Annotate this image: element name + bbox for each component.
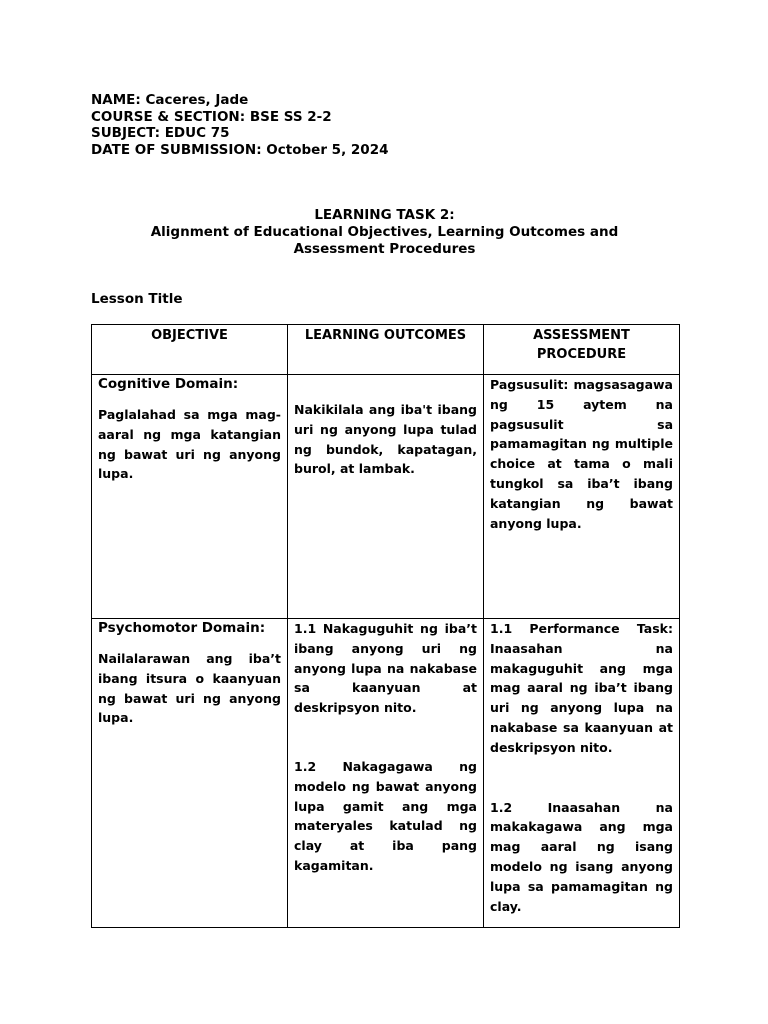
header-learning-outcomes: LEARNING OUTCOMES xyxy=(288,325,484,375)
outcomes-cell xyxy=(288,619,484,928)
student-name: NAME: Caceres, Jade xyxy=(91,92,249,108)
subject: SUBJECT: EDUC 75 xyxy=(91,125,230,141)
outcome-text: Nakikilala ang iba't ibang uri ng anyong lupa tulad ng bundok, kapatagan, burol, at lambak. xyxy=(294,402,477,477)
objective-text: Nailalarawan ang iba’t ibang itsura o kaanyuan ng bawat uri ng anyong lupa. xyxy=(98,651,281,726)
course-section: COURSE & SECTION: BSE SS 2-2 xyxy=(91,108,332,125)
outcome-text: 1.1 Nakaguguhit ng iba’t ibang anyong uri ng anyong lupa na nakabase sa kaanyuan at deskripsyon nito. xyxy=(294,621,477,716)
assessment-text: Pagsusulit: magsasagawa ng 15 aytem na pagsusulit sa pamamagitan ng multiple choice at tama o mali tungkol sa iba’t ibang katangian ng bawat anyong lupa. xyxy=(490,377,673,531)
table-row xyxy=(92,375,680,619)
domain-label: Cognitive Domain: xyxy=(98,376,239,392)
assessment-cell xyxy=(484,619,680,928)
assessment-text: 1.1 Performance Task: Inaasahan na makaguguhit ang mga mag aaral ng iba’t ibang uri ng anyong lupa na nakabase sa kaanyuan at deskripsyon nito. xyxy=(490,621,673,755)
title-line-1: LEARNING TASK 2: xyxy=(314,207,455,223)
objective-cell xyxy=(92,619,288,928)
assessment-text: 1.2 Inaasahan na makakagawa ang mga mag aaral ng isang modelo ng isang anyong lupa sa pamamagitan ng clay. xyxy=(490,799,673,914)
student-info xyxy=(91,92,388,158)
header-objective: OBJECTIVE xyxy=(92,325,288,375)
objective-text: Paglalahad sa mga mag-aaral ng mga katangian ng bawat uri ng anyong lupa. xyxy=(98,407,281,482)
header-assessment-text: ASSESSMENT PROCEDURE xyxy=(533,328,630,362)
submission-date: DATE OF SUBMISSION: October 5, 2024 xyxy=(91,141,389,158)
lesson-title: Lesson Title xyxy=(91,291,183,307)
table-row xyxy=(92,619,680,928)
document-title xyxy=(91,207,678,258)
title-line-2: Alignment of Educational Objectives, Learning Outcomes and xyxy=(150,224,619,240)
header-assessment-procedure xyxy=(484,325,680,375)
alignment-table xyxy=(91,324,680,928)
domain-label: Psychomotor Domain: xyxy=(98,620,266,636)
outcome-text: 1.2 Nakagagawa ng modelo ng bawat anyong lupa gamit ang mga materyales katulad ng clay at iba pang kagamitan. xyxy=(294,758,477,873)
assessment-cell xyxy=(484,375,680,619)
table-header-row xyxy=(92,325,680,375)
objective-cell xyxy=(92,375,288,619)
outcomes-cell xyxy=(288,375,484,619)
title-line-3: Assessment Procedures xyxy=(293,241,476,257)
